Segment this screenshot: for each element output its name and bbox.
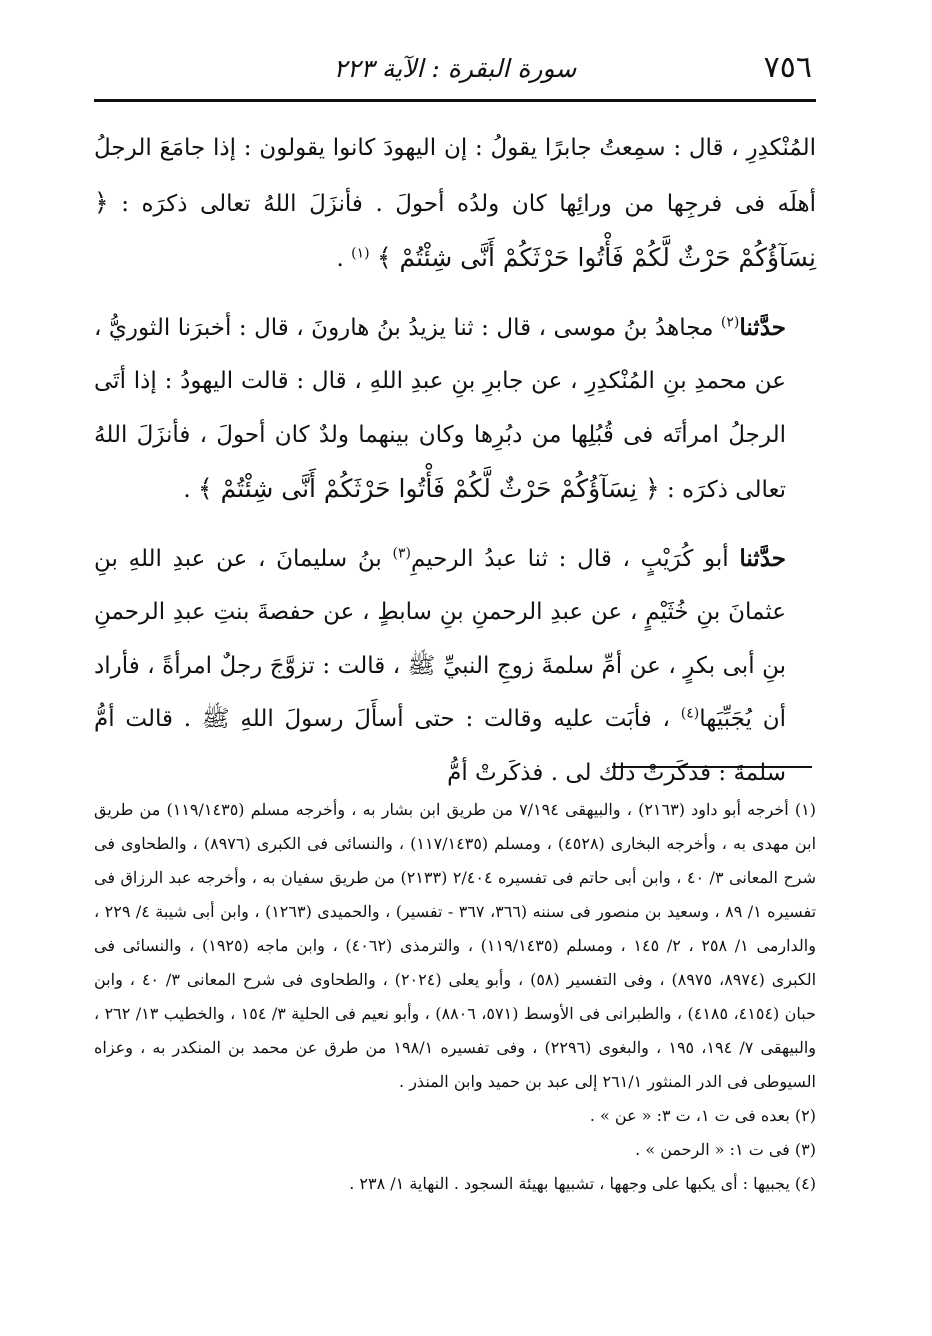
paragraph-2-end: . xyxy=(183,477,191,503)
paragraph-2 xyxy=(94,301,816,518)
running-title: سورة البقرة : الآية ٢٢٣ xyxy=(333,54,577,83)
paragraph-2-lead: حدَّثنا xyxy=(739,313,786,341)
footnote-3: (٣) فى ت ١: « الرحمن » . xyxy=(635,1140,816,1159)
page-header xyxy=(94,40,816,96)
footnote-1: (١) أخرجه أبو داود (٢١٦٣) ، والبيهقى ٧/١٩٤ من طريق ابن بشار به ، وأخرجه مسلم (١١٩/١٤٣٥) من طريق ابن مهدى به ، وأخرجه البخارى (٤٥٢٨) ، ومسلم (١١٧/١٤٣٥) ، والنسائى فى الكبرى (٨٩٧٦) ، والطحاوى فى شرح المعانى ٣/ ٤٠ ، وابن أبى حاتم فى تفسيره ٢/٤٠٤ (٢١٣٣) من طريق سفيان به ، وأخرجه عبد الرزاق فى تفسيره ١/ ٨٩ ، وسعيد بن منصور فى سننه (٣٦٦، ٣٦٧ - تفسير) ، والحميدى (١٢٦٣) ، وابن أبى شيبة ٤/ ٢٢٩ ، والدارمى ١/ ٢٥٨ ، ٢/ ١٤٥ ، ومسلم (١١٩/١٤٣٥) ، والترمذى (٤٠٦٢) ، وابن ماجه (١٩٢٥) ، والنسائى فى الكبرى (٨٩٧٤، ٨٩٧٥) ، وفى التفسير (٥٨) ، وأبو يعلى (٢٠٢٤) ، والطحاوى فى شرح المعانى ٣/ ٤٠ ، وابن حبان (٤١٥٤، ٤١٨٥) ، والطبرانى فى الأوسط (٥٧١، ٨٨٠٦) ، وأبو نعيم فى الحلية ٣/ ١٥٤ ، والخطيب ١٣/ ٢٦٢ ، والبيهقى ٧/ ١٩٤، ١٩٥ ، والبغوى (٢٢٩٦) ، وفى تفسيره ١٩٨/١ من طرق عن محمد بن المنكدر به ، وعزاه السيوطى فى الدر المنثور ٢٦١/١ إلى عبد بن حميد وابن المنذر . xyxy=(94,800,817,1091)
paragraph-1-end: . xyxy=(336,246,344,272)
footnote-ref-2: (٢) xyxy=(720,313,740,330)
paragraph-3-text-a: أبو كُرَيْبٍ ، قال : ثنا عبدُ الرحيمِ xyxy=(410,545,729,572)
quran-quote: ﴿ نِسَآؤُكُمْ حَرْثٌ لَّكُمْ فَأْتُوا حَرْثَكُمْ أَنَّى شِئْتُمْ ﴾ xyxy=(94,187,816,272)
page-number: ٧٥٦ xyxy=(763,50,812,85)
quran-quote: ﴿ نِسَآؤُكُمْ حَرْثٌ لَّكُمْ فَأْتُوا حَرْثَكُمْ أَنَّى شِئْتُمْ ﴾ xyxy=(198,474,660,503)
footnote-ref-3: (٣) xyxy=(392,544,411,561)
header-divider xyxy=(94,99,816,102)
main-text xyxy=(94,122,816,800)
paragraph-3 xyxy=(94,532,816,801)
footnote-ref-4: (٤) xyxy=(680,705,700,722)
paragraph-1 xyxy=(94,122,816,287)
footnote-4: (٤) يجبيها : أى يكبها على وجهها ، تشبيها بهيئة السجود . النهاية ١/ ٢٣٨ . xyxy=(349,1174,816,1193)
paragraph-2-text: مجاهدُ بنُ موسى ، قال : ثنا يزيدُ بنُ هارونَ ، قال : أخبرَنا الثوريُّ ، عن محمدِ بنِ المُنْكدِرِ ، عن جابرِ بنِ عبدِ اللهِ ، قال : قالت اليهودُ : إذا أتَى الرجلُ امرأتَه فى قُبُلِها من دبُرِها وكان بينهما ولدٌ كان أحولَ ، فأنزَلَ اللهُ تعالى ذكرَه : xyxy=(94,314,786,503)
footnote-ref-1: (١) xyxy=(351,245,370,262)
paragraph-3-text-b: بنُ سليمانَ ، عن عبدِ اللهِ بنِ عثمانَ بنِ خُثَيْمٍ ، عن عبدِ الرحمنِ بنِ سابطٍ ، عن حفصةَ بنتِ عبدِ الرحمنِ بنِ أبى بكرٍ ، عن أمِّ سلمةَ زوجِ النبيِّ ﷺ ، قالت : تزوَّجَ رجلٌ امرأةً ، فأراد أن يُجَبِّيَها xyxy=(94,545,786,732)
paragraph-1-text: المُنْكدِرِ ، قال : سمِعتُ جابرًا يقولُ : إن اليهودَ كانوا يقولون : إذا جامَعَ الرجلُ أهلَه فى فرجِها من ورائِها كان ولدُه أحولَ . فأنزَلَ اللهُ تعالى ذكرَه : xyxy=(94,135,816,217)
footnote-divider xyxy=(612,766,812,768)
paragraph-3-lead: حدَّثنا xyxy=(739,544,786,572)
footnote-2: (٢) بعده فى ت ١، ت ٣: « عن » . xyxy=(589,1106,816,1125)
footnotes xyxy=(94,793,816,1201)
paragraph-3-text-c: ، فأبَت عليه وقالت : حتى أسأَلَ رسولَ اللهِ ﷺ . قالت أمُّ سلمةَ : فذكَرتْ ذلك لى . فذكَرتْ أمُّ xyxy=(94,706,786,786)
